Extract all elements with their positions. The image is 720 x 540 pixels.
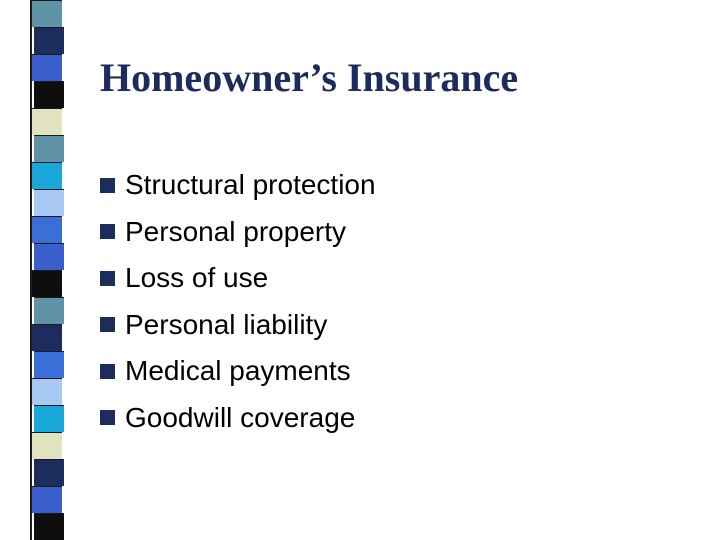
stripe-block [34, 297, 64, 324]
bullet-item-structural-protection [100, 162, 376, 209]
stripe-block [34, 405, 64, 432]
stripe-block [34, 243, 64, 270]
stripe-block [32, 324, 62, 351]
square-bullet-icon [100, 317, 115, 332]
square-bullet-icon [100, 271, 115, 286]
stripe-block [32, 432, 62, 459]
bullet-item-personal-property [100, 209, 376, 256]
bullet-text: Goodwill coverage [125, 401, 356, 433]
square-bullet-icon [100, 410, 115, 425]
bullet-item-personal-liability [100, 302, 376, 349]
bullet-list [100, 162, 376, 441]
stripe-block [34, 513, 64, 540]
stripe-block [34, 459, 64, 486]
stripe-block [32, 270, 62, 297]
stripe-spine [30, 0, 32, 540]
bullet-text: Personal property [125, 215, 347, 247]
slide-title: Homeowner’s Insurance [100, 55, 519, 100]
stripe-block [34, 27, 64, 54]
stripe-block [34, 81, 64, 108]
stripe-block [34, 135, 64, 162]
stripe-block [32, 54, 62, 81]
stripe-block [34, 189, 64, 216]
decorative-stripe [0, 0, 70, 540]
bullet-text: Structural protection [125, 169, 376, 201]
stripe-block [32, 378, 62, 405]
bullet-text: Personal liability [125, 308, 328, 340]
bullet-text: Loss of use [125, 262, 269, 294]
stripe-block [32, 162, 62, 189]
bullet-item-medical-payments [100, 348, 376, 395]
bullet-item-goodwill-coverage [100, 395, 376, 442]
bullet-text: Medical payments [125, 355, 351, 387]
stripe-block [32, 486, 62, 513]
bullet-item-loss-of-use [100, 255, 376, 302]
stripe-block [34, 351, 64, 378]
stripe-block [32, 0, 62, 27]
stripe-block [32, 216, 62, 243]
stripe-block [32, 108, 62, 135]
square-bullet-icon [100, 178, 115, 193]
square-bullet-icon [100, 224, 115, 239]
square-bullet-icon [100, 364, 115, 379]
